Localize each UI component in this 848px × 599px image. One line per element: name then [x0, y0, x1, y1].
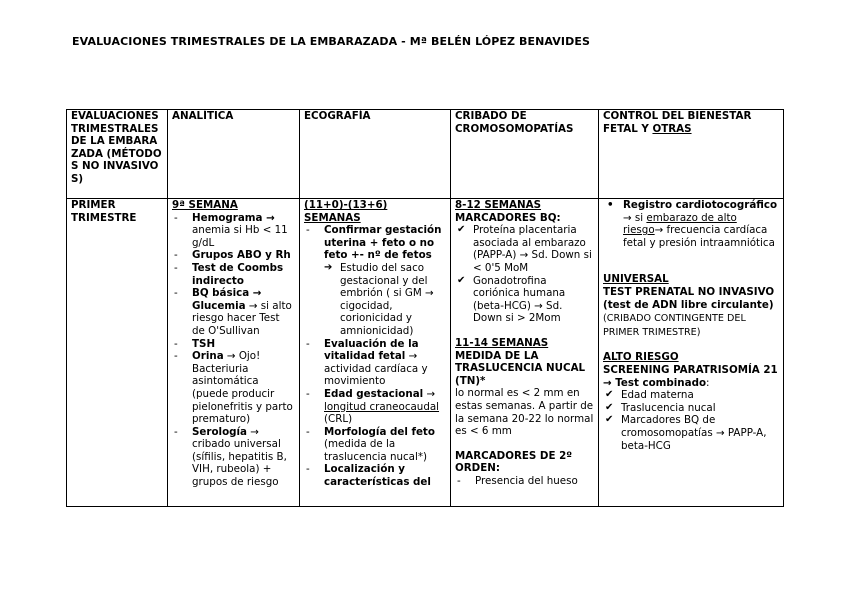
analitica-heading: 9ª SEMANA [172, 199, 238, 211]
document-title: EVALUACIONES TRIMESTRALES DE LA EMBARAZADA - Mª BELÉN LÓPEZ BENAVIDES [72, 35, 590, 48]
header-control [599, 110, 784, 199]
list-item: ✔ Marcadores BQ de cromosomopatías → PAPP-A, beta-HCG [603, 414, 779, 452]
control-screening: SCREENING PARATRISOMÍA 21 → Test combinado: [603, 363, 778, 389]
list-item: - Orina → Ojo! Bacteriuria asintomática (puede producir pielonefritis y parto prematuro) [172, 350, 295, 426]
list-item: ✔ Edad materna [603, 389, 779, 402]
list-item: - Confirmar gestación uterina + feto o no feto +- nº de fetos ➔ Estudio del saco gestacional y del embrión ( si GM → cigocidad, corionicidad y amnionicidad) [304, 224, 446, 337]
ecografia-list [304, 224, 446, 488]
cribado-subheading-2orden: MARCADORES DE 2º ORDEN: [455, 449, 573, 475]
control-alto-riesgo: ALTO RIESGO [603, 351, 679, 364]
control-list [603, 199, 779, 249]
control-universal: UNIVERSAL [603, 273, 669, 286]
list-item: ✔ Gonadotrofina coriónica humana (beta-HCG) → Sd. Down si > 2Mom [455, 275, 594, 325]
row-label [67, 199, 168, 507]
evaluation-table [66, 109, 784, 507]
cribado-2orden-list [455, 475, 594, 488]
list-item: ➔ Estudio del saco gestacional y del embrión ( si GM → cigocidad, corionicidad y amnionicidad) [324, 262, 446, 338]
cell-cribado [451, 199, 599, 507]
header-ecografia: ECOGRAFÍA [300, 110, 451, 199]
cribado-heading-1: 8-12 SEMANAS [455, 199, 542, 211]
list-item: - Morfología del feto (medida de la traslucencia nucal*) [304, 426, 446, 464]
list-item: - TSH [172, 338, 295, 351]
cribado-subheading-tn: MEDIDA DE LA TRASLUCENCIA NUCAL (TN)* [455, 349, 586, 387]
header-row [67, 110, 784, 199]
list-item: - Localización y características del [304, 463, 446, 488]
list-item: - Evaluación de la vitalidad fetal → actividad cardíaca y movimiento [304, 338, 446, 388]
list-item: • Registro cardiotocográfico → si embarazo de alto riesgo→ frecuencia cardíaca fetal y presión intraamniótica [603, 199, 779, 249]
header-analitica: ANALÍTICA [168, 110, 300, 199]
list-item: - Hemograma → anemia si Hb < 11 g/dL [172, 212, 295, 250]
list-item: - Serología → cribado universal (sífilis, hepatitis B, VIH, rubeola) + grupos de riesgo [172, 426, 295, 489]
header-cribado: CRIBADO DE CROMOSOMOPATÍAS [451, 110, 599, 199]
row-label-text: PRIMER TRIMESTRE [71, 199, 137, 224]
list-item: - BQ básica → Glucemia → si alto riesgo hacer Test de O'Sullivan [172, 287, 295, 337]
list-item: - Grupos ABO y Rh [172, 249, 295, 262]
cribado-markers [455, 224, 594, 325]
cribado-tn-text: lo normal es < 2 mm en estas semanas. A partir de la semana 20-22 lo normal es < 6 mm [455, 387, 594, 438]
header-control-otras: OTRAS [652, 122, 692, 135]
cell-control [599, 199, 784, 507]
control-test-prenatal: TEST PRENATAL NO INVASIVO (test de ADN libre circulante) (CRIBADO CONTINGENTE DEL PRIMER TRIMESTRE) [603, 285, 775, 338]
cell-analitica [168, 199, 300, 507]
row-primer-trimestre [67, 199, 784, 507]
list-item: - Test de Coombs indirecto [172, 262, 295, 287]
list-item: ✔ Proteína placentaria asociada al embarazo (PAPP-A) → Sd. Down si < 0'5 MoM [455, 224, 594, 274]
list-item: ✔ Traslucencia nucal [603, 402, 779, 415]
analitica-list [172, 212, 295, 489]
list-item: - Edad gestacional → longitud craneocaudal (CRL) [304, 388, 446, 426]
ecografia-heading: (11+0)-(13+6) SEMANAS [304, 199, 388, 224]
ecografia-sublist [324, 262, 446, 338]
header-control-text: CONTROL DEL BIENESTAR FETAL Y [603, 110, 752, 135]
cribado-heading-2: 11-14 SEMANAS [455, 336, 549, 349]
header-evaluaciones: EVALUACIONES TRIMESTRALES DE LA EMBARAZADA (MÉTODOS NO INVASIVOS) [67, 110, 168, 199]
cribado-subheading-bq: MARCADORES BQ: [455, 211, 561, 224]
list-item: - Presencia del hueso [455, 475, 594, 488]
control-screening-list [603, 389, 779, 452]
cell-ecografia [300, 199, 451, 507]
